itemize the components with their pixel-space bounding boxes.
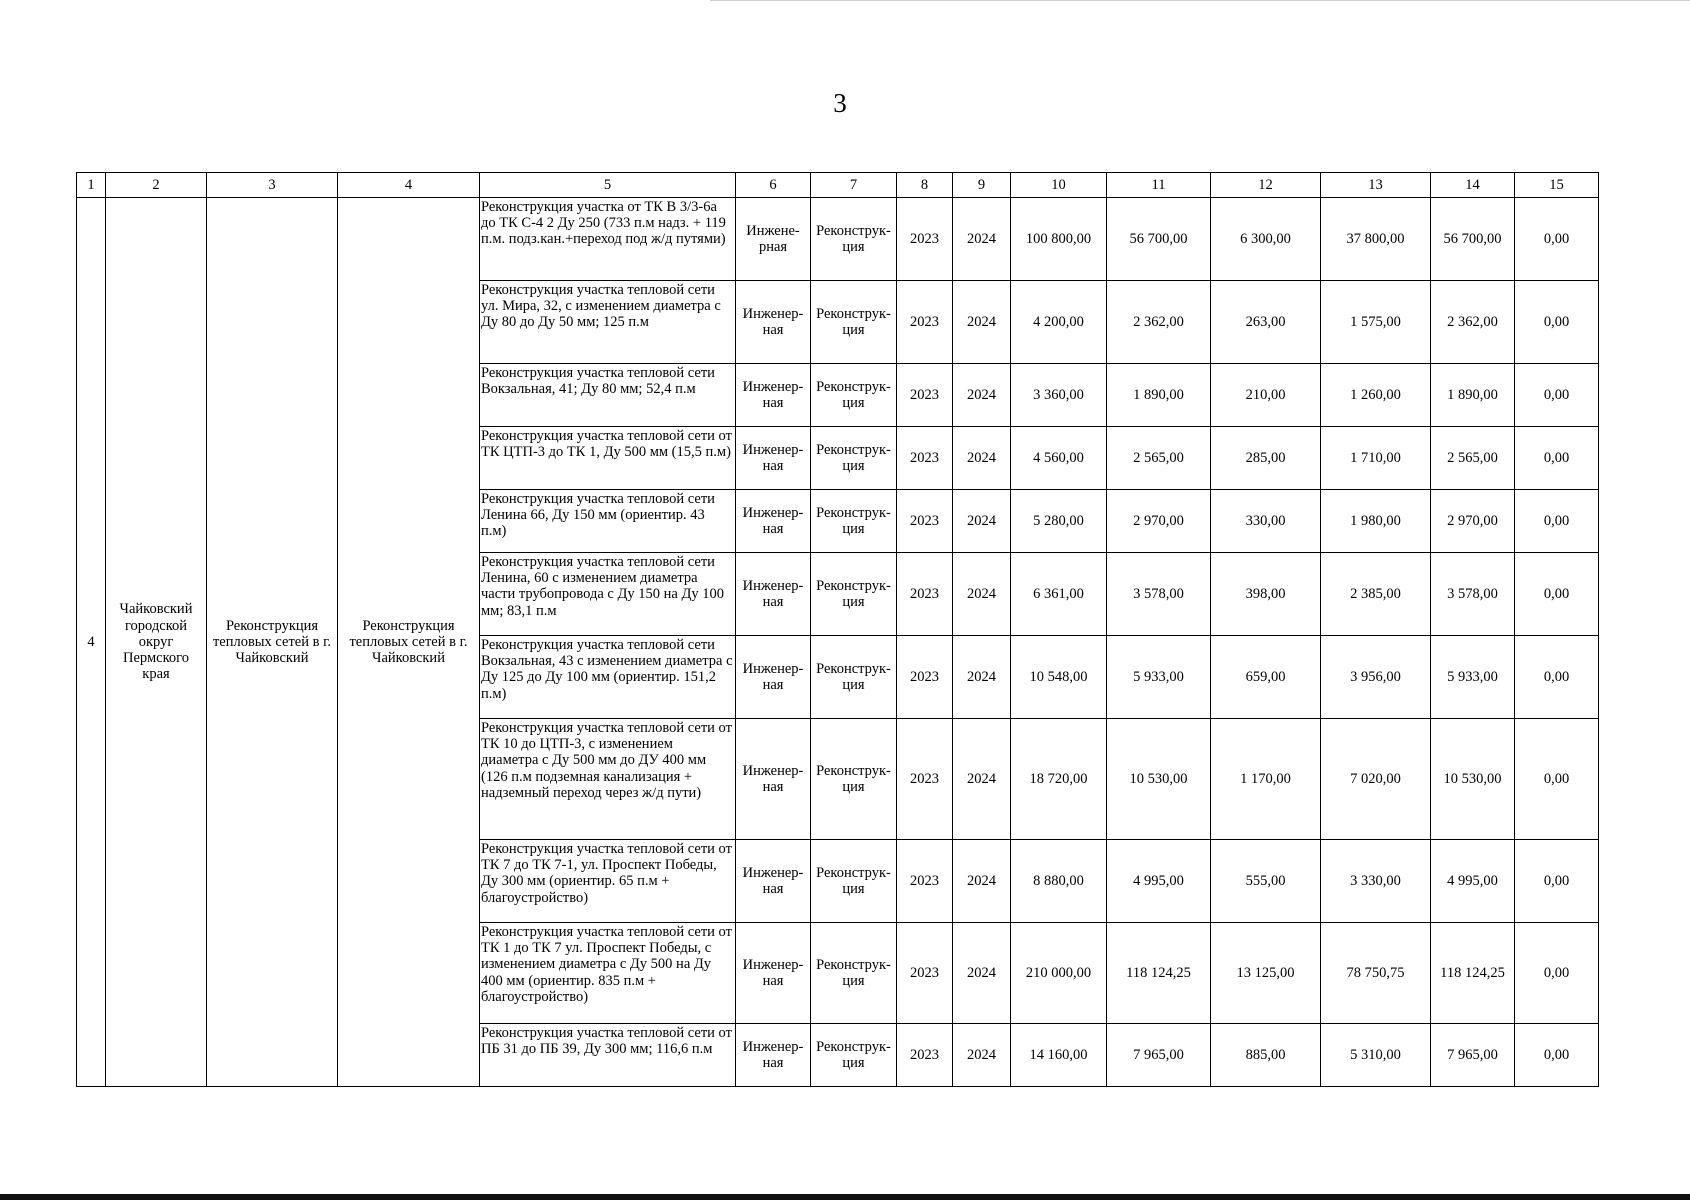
header-cell: 12	[1211, 173, 1321, 198]
table-row	[77, 198, 1599, 281]
kind-cell: Реконструк-ция	[811, 636, 897, 719]
value-cell-11: 2 362,00	[1107, 281, 1211, 364]
value-cell-14: 1 890,00	[1431, 364, 1515, 427]
start-year-cell: 2023	[897, 719, 953, 840]
scan-bottom-edge	[0, 1194, 1690, 1200]
kind-cell: Реконструк-ция	[811, 198, 897, 281]
start-year-cell: 2023	[897, 198, 953, 281]
header-cell: 8	[897, 173, 953, 198]
value-cell-10: 14 160,00	[1011, 1024, 1107, 1087]
object-cell: Реконструкция тепловых сетей в г. Чайковский	[207, 198, 338, 1087]
start-year-cell: 2023	[897, 364, 953, 427]
value-cell-15: 0,00	[1515, 490, 1599, 553]
value-cell-10: 4 560,00	[1011, 427, 1107, 490]
value-cell-13: 7 020,00	[1321, 719, 1431, 840]
header-cell: 4	[338, 173, 480, 198]
value-cell-15: 0,00	[1515, 553, 1599, 636]
value-cell-14: 4 995,00	[1431, 840, 1515, 923]
header-cell: 5	[480, 173, 736, 198]
value-cell-15: 0,00	[1515, 636, 1599, 719]
kind-cell: Реконструк-ция	[811, 719, 897, 840]
event-cell: Реконструкция тепловых сетей в г. Чайковский	[338, 198, 480, 1087]
value-cell-11: 10 530,00	[1107, 719, 1211, 840]
start-year-cell: 2023	[897, 923, 953, 1024]
page-number: 3	[833, 88, 847, 118]
value-cell-15: 0,00	[1515, 1024, 1599, 1087]
value-cell-13: 1 575,00	[1321, 281, 1431, 364]
value-cell-12: 555,00	[1211, 840, 1321, 923]
value-cell-14: 118 124,25	[1431, 923, 1515, 1024]
end-year-cell: 2024	[953, 427, 1011, 490]
start-year-cell: 2023	[897, 636, 953, 719]
type-cell: Инженер-ная	[736, 281, 811, 364]
description-cell: Реконструкция участка тепловой сети Ленина 66, Ду 150 мм (ориентир. 43 п.м)	[480, 490, 736, 553]
value-cell-10: 6 361,00	[1011, 553, 1107, 636]
kind-cell: Реконструк-ция	[811, 364, 897, 427]
value-cell-15: 0,00	[1515, 364, 1599, 427]
type-cell: Инженер-ная	[736, 364, 811, 427]
scan-top-line	[710, 0, 1690, 1]
value-cell-13: 2 385,00	[1321, 553, 1431, 636]
header-cell: 15	[1515, 173, 1599, 198]
end-year-cell: 2024	[953, 364, 1011, 427]
value-cell-14: 56 700,00	[1431, 198, 1515, 281]
value-cell-11: 4 995,00	[1107, 840, 1211, 923]
value-cell-12: 13 125,00	[1211, 923, 1321, 1024]
header-cell: 7	[811, 173, 897, 198]
type-cell: Инжене-рная	[736, 198, 811, 281]
value-cell-14: 5 933,00	[1431, 636, 1515, 719]
header-cell: 13	[1321, 173, 1431, 198]
value-cell-14: 2 565,00	[1431, 427, 1515, 490]
value-cell-13: 78 750,75	[1321, 923, 1431, 1024]
value-cell-15: 0,00	[1515, 923, 1599, 1024]
end-year-cell: 2024	[953, 840, 1011, 923]
value-cell-12: 659,00	[1211, 636, 1321, 719]
value-cell-11: 7 965,00	[1107, 1024, 1211, 1087]
type-cell: Инженер-ная	[736, 1024, 811, 1087]
kind-cell: Реконструк-ция	[811, 1024, 897, 1087]
value-cell-10: 18 720,00	[1011, 719, 1107, 840]
description-cell: Реконструкция участка тепловой сети от ТК 1 до ТК 7 ул. Проспект Победы, с изменением диаметра с Ду 500 на Ду 400 мм (ориентир. 835 п.м + благоустройство)	[480, 923, 736, 1024]
header-cell: 11	[1107, 173, 1211, 198]
end-year-cell: 2024	[953, 281, 1011, 364]
value-cell-10: 3 360,00	[1011, 364, 1107, 427]
value-cell-13: 3 330,00	[1321, 840, 1431, 923]
value-cell-13: 1 260,00	[1321, 364, 1431, 427]
value-cell-13: 1 980,00	[1321, 490, 1431, 553]
end-year-cell: 2024	[953, 636, 1011, 719]
value-cell-10: 8 880,00	[1011, 840, 1107, 923]
end-year-cell: 2024	[953, 923, 1011, 1024]
description-cell: Реконструкция участка тепловой сети от ТК 10 до ЦТП-3, с изменением диаметра с Ду 500 мм до ДУ 400 мм (126 п.м подземная канализация + надземный переход через ж/д пути)	[480, 719, 736, 840]
value-cell-14: 2 362,00	[1431, 281, 1515, 364]
header-cell: 1	[77, 173, 106, 198]
value-cell-14: 2 970,00	[1431, 490, 1515, 553]
value-cell-10: 100 800,00	[1011, 198, 1107, 281]
description-cell: Реконструкция участка тепловой сети от ПБ 31 до ПБ 39, Ду 300 мм; 116,6 п.м	[480, 1024, 736, 1087]
kind-cell: Реконструк-ция	[811, 840, 897, 923]
type-cell: Инженер-ная	[736, 427, 811, 490]
value-cell-15: 0,00	[1515, 840, 1599, 923]
value-cell-11: 3 578,00	[1107, 553, 1211, 636]
reconstruction-table	[76, 172, 1599, 1087]
value-cell-14: 10 530,00	[1431, 719, 1515, 840]
end-year-cell: 2024	[953, 490, 1011, 553]
end-year-cell: 2024	[953, 198, 1011, 281]
header-cell: 14	[1431, 173, 1515, 198]
value-cell-12: 263,00	[1211, 281, 1321, 364]
value-cell-11: 2 970,00	[1107, 490, 1211, 553]
value-cell-10: 10 548,00	[1011, 636, 1107, 719]
value-cell-11: 56 700,00	[1107, 198, 1211, 281]
type-cell: Инженер-ная	[736, 490, 811, 553]
start-year-cell: 2023	[897, 281, 953, 364]
start-year-cell: 2023	[897, 553, 953, 636]
header-cell: 10	[1011, 173, 1107, 198]
end-year-cell: 2024	[953, 719, 1011, 840]
value-cell-12: 285,00	[1211, 427, 1321, 490]
value-cell-11: 118 124,25	[1107, 923, 1211, 1024]
header-cell: 9	[953, 173, 1011, 198]
kind-cell: Реконструк-ция	[811, 281, 897, 364]
description-cell: Реконструкция участка тепловой сети от ТК 7 до ТК 7-1, ул. Проспект Победы, Ду 300 мм (ориентир. 65 п.м + благоустройство)	[480, 840, 736, 923]
type-cell: Инженер-ная	[736, 840, 811, 923]
description-cell: Реконструкция участка тепловой сети Вокзальная, 41; Ду 80 мм; 52,4 п.м	[480, 364, 736, 427]
header-cell: 6	[736, 173, 811, 198]
kind-cell: Реконструк-ция	[811, 553, 897, 636]
value-cell-12: 885,00	[1211, 1024, 1321, 1087]
value-cell-13: 1 710,00	[1321, 427, 1431, 490]
header-cell: 2	[106, 173, 207, 198]
value-cell-10: 5 280,00	[1011, 490, 1107, 553]
value-cell-15: 0,00	[1515, 281, 1599, 364]
header-cell: 3	[207, 173, 338, 198]
value-cell-13: 5 310,00	[1321, 1024, 1431, 1087]
kind-cell: Реконструк-ция	[811, 490, 897, 553]
municipality-cell: Чайковский городской округ Пермского края	[106, 198, 207, 1087]
value-cell-10: 210 000,00	[1011, 923, 1107, 1024]
start-year-cell: 2023	[897, 427, 953, 490]
group-number-cell: 4	[77, 198, 106, 1087]
value-cell-12: 6 300,00	[1211, 198, 1321, 281]
kind-cell: Реконструк-ция	[811, 923, 897, 1024]
end-year-cell: 2024	[953, 553, 1011, 636]
value-cell-11: 2 565,00	[1107, 427, 1211, 490]
description-cell: Реконструкция участка тепловой сети Вокзальная, 43 с изменением диаметра с Ду 125 до Ду 100 мм (ориентир. 151,2 п.м)	[480, 636, 736, 719]
description-cell: Реконструкция участка от ТК В 3/3-6а до ТК С-4 2 Ду 250 (733 п.м надз. + 119 п.м. подз.кан.+переход под ж/д путями)	[480, 198, 736, 281]
value-cell-12: 398,00	[1211, 553, 1321, 636]
value-cell-14: 3 578,00	[1431, 553, 1515, 636]
type-cell: Инженер-ная	[736, 923, 811, 1024]
start-year-cell: 2023	[897, 1024, 953, 1087]
value-cell-15: 0,00	[1515, 198, 1599, 281]
value-cell-13: 37 800,00	[1321, 198, 1431, 281]
description-cell: Реконструкция участка тепловой сети Ленина, 60 с изменением диаметра части трубопровода с Ду 150 на Ду 100 мм; 83,1 п.м	[480, 553, 736, 636]
description-cell: Реконструкция участка тепловой сети ул. Мира, 32, с изменением диаметра с Ду 80 до Ду 50 мм; 125 п.м	[480, 281, 736, 364]
value-cell-11: 1 890,00	[1107, 364, 1211, 427]
value-cell-10: 4 200,00	[1011, 281, 1107, 364]
type-cell: Инженер-ная	[736, 553, 811, 636]
start-year-cell: 2023	[897, 840, 953, 923]
value-cell-15: 0,00	[1515, 719, 1599, 840]
value-cell-12: 1 170,00	[1211, 719, 1321, 840]
kind-cell: Реконструк-ция	[811, 427, 897, 490]
value-cell-13: 3 956,00	[1321, 636, 1431, 719]
header-row	[77, 173, 1599, 198]
description-cell: Реконструкция участка тепловой сети от ТК ЦТП-3 до ТК 1, Ду 500 мм (15,5 п.м)	[480, 427, 736, 490]
start-year-cell: 2023	[897, 490, 953, 553]
value-cell-14: 7 965,00	[1431, 1024, 1515, 1087]
type-cell: Инженер-ная	[736, 636, 811, 719]
end-year-cell: 2024	[953, 1024, 1011, 1087]
value-cell-15: 0,00	[1515, 427, 1599, 490]
value-cell-12: 330,00	[1211, 490, 1321, 553]
value-cell-12: 210,00	[1211, 364, 1321, 427]
type-cell: Инженер-ная	[736, 719, 811, 840]
value-cell-11: 5 933,00	[1107, 636, 1211, 719]
